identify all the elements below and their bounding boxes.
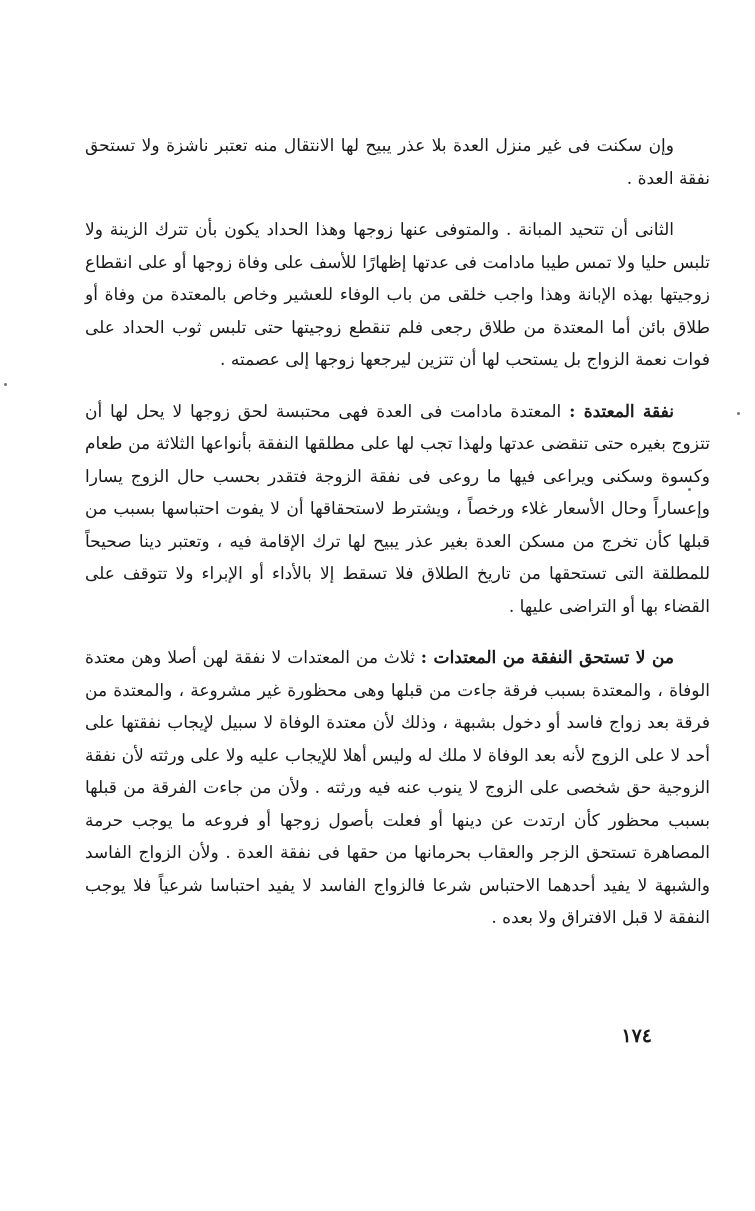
paragraph-text: وإن سكنت فى غير منزل العدة بلا عذر يبيح لها الانتقال منه تعتبر ناشزة ولا تستحق نفقة العدة .	[85, 136, 710, 189]
paragraph-mourning	[85, 214, 710, 377]
paragraph-text: الثانى أن تتحيد المبانة . والمتوفى عنها زوجها وهذا الحداد يكون بأن تترك الزينة ولا تلبس حليا ولا تمس طيبا مادامت فى عدتها إظهارًا للأسف على وفاة زوجها أو على انقطاع زوجيتها بهذه الإبانة وهذا واجب خلقى من باب الوفاء للعشير وخاص بالمعتدة من وفاة أو طلاق بائن أما المعتدة من طلاق رجعى فلم تنقطع زوجيتها حتى تلبس ثوب الحداد على فوات نعمة الزواج بل يستحب لها أن تتزين ليرجعها زوجها إلى عصمته .	[85, 220, 710, 370]
paragraph-maintenance-of-waiting-woman	[85, 396, 710, 624]
scan-speck	[4, 383, 7, 386]
section-heading: نفقة المعتدة :	[569, 401, 674, 422]
paragraph-text: ثلاث من المعتدات لا نفقة لهن أصلا وهن معتدة الوفاة ، والمعتدة بسبب فرقة جاءت من قبلها وهى محظورة غير مشروعة ، والمعتدة من فرقة بعد زواج فاسد أو دخول بشبهة ، وذلك لأن معتدة الوفاة لا سبيل لإيجاب نفقتها على أحد لا على الزوج لأنه بعد الوفاة لا ملك له وليس أهلا للإيجاب عليه ولا على ورثته لأن نفقة الزوجية حق شخصى على الزوج لا ينوب عنه فيه ورثته . ولأن من جاءت الفرقة من قبلها بسبب محظور كأن ارتدت عن دينها أو فعلت بأصول زوجها أو فروعه ما يوجب حرمة المصاهرة تستحق الزجر والعقاب بحرمانها من حقها فى نفقة العدة . ولأن الزواج الفاسد والشبهة لا يفيد أحدهما الاحتباس شرعا فالزواج الفاسد لا يفيد احتباسا شرعياً فلا يوجب النفقة لا قبل الافتراق ولا بعده .	[85, 648, 710, 928]
paragraph-ineligible-women	[85, 642, 710, 935]
paragraph-residence	[85, 130, 710, 195]
page-number: ١٧٤	[621, 1025, 652, 1047]
section-heading: من لا تستحق النفقة من المعتدات :	[420, 648, 675, 668]
scan-speck	[688, 488, 691, 491]
scan-speck	[737, 412, 740, 415]
document-body	[85, 130, 710, 935]
paragraph-text: المعتدة مادامت فى العدة فهى محتبسة لحق زوجها لا يحل لها أن تتزوج بغيره حتى تنقضى عدتها ولهذا تجب لها على مطلقها النفقة بأنواعها الثلاثة من طعام وكسوة وسكنى ويراعى فيها ما روعى فى نفقة الزوجة فتقدر بحسب حال الزوج يسارا وإعساراً وحال الأسعار غلاء ورخصاً ، ويشترط لاستحقاقها أن لا يفوت احتباسها بسبب من قبلها كأن تخرج من مسكن العدة بغير عذر يبيح لها ترك الإقامة فيه ، وتعتبر دينا صحيحاً للمطلقة التى تستحقها من تاريخ الطلاق فلا تسقط إلا بالأداء أو الإبراء ولا تتوقف على القضاء بها أو التراضى عليها .	[85, 401, 710, 617]
